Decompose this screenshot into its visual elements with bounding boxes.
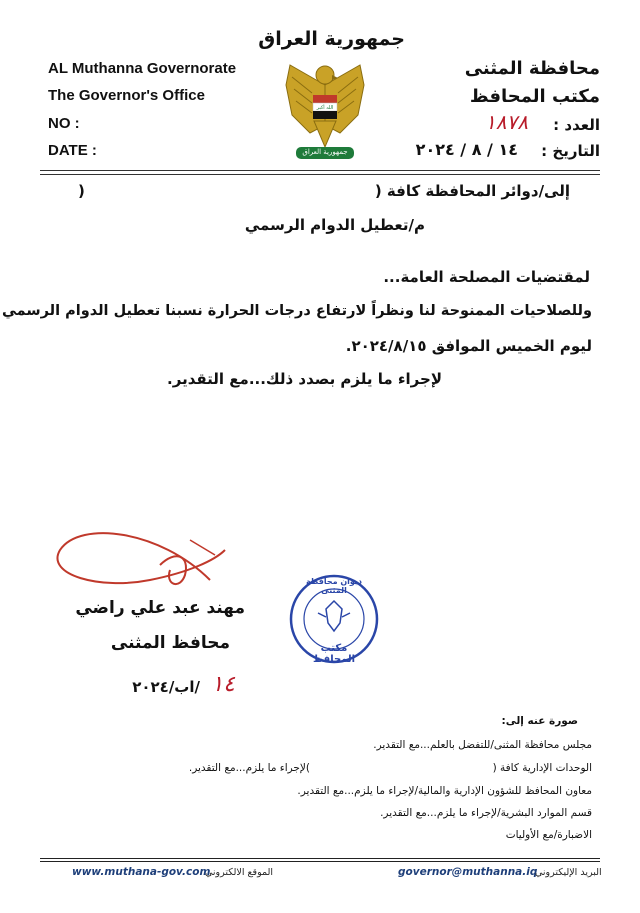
cc-heading: صورة عنه إلى: <box>501 715 578 727</box>
country-title: جمهورية العراق <box>258 28 405 50</box>
recipient-line: إلى/دوائر المحافظة كافة ( <box>374 182 570 200</box>
header-divider <box>40 170 600 175</box>
cc-item: قسم الموارد البشرية/لإجراء ما يلزم...مع التقدير. <box>380 807 592 819</box>
body-line-3: ليوم الخميس الموافق ٢٠٢٤/٨/١٥. <box>345 337 592 355</box>
handwritten-signature <box>40 520 240 610</box>
date-label-ar: التاريخ : <box>541 142 600 160</box>
subject-line: م/تعطيل الدوام الرسمي <box>244 216 425 234</box>
stamp-text-top: ديوان محافظة المثنى <box>305 577 363 595</box>
svg-text:الله أكبر: الله أكبر <box>316 105 334 111</box>
footer-website-label: الموقع الالكتروني <box>205 867 274 878</box>
cc-item: الاضبارة/مع الأوليات <box>505 829 592 841</box>
governorate-name-ar: محافظة المثنى <box>464 58 600 79</box>
cc-item: الوحدات الإدارية كافة ( <box>492 762 592 774</box>
cc-item: معاون المحافظ للشؤون الإدارية والمالية/لإجراء ما يلزم...مع التقدير. <box>297 785 592 797</box>
signatory-name: مهند عبد علي راضي <box>75 598 245 618</box>
cc-item: مجلس محافظة المثنى/للتفضل بالعلم...مع التقدير. <box>373 739 592 751</box>
signature-date-rest: /اب/٢٠٢٤ <box>132 678 200 696</box>
iraq-emblem <box>282 55 368 163</box>
number-label-ar: العدد : <box>553 116 600 134</box>
stamp-text-bottom: مكتب المحافظ <box>312 643 356 665</box>
footer-email[interactable]: governor@muthanna.iq <box>398 866 538 878</box>
governorate-name-en: AL Muthanna Governorate <box>48 60 237 77</box>
number-value: ١٨٧٨ <box>485 110 528 134</box>
number-label-en: NO : <box>48 115 80 132</box>
footer-website[interactable]: www.muthana-gov.com <box>72 866 211 878</box>
date-value: ١٤ / ٨ / ٢٠٢٤ <box>415 140 518 159</box>
body-line-1: لمقتضيات المصلحة العامة... <box>383 268 590 286</box>
body-line-4: لإجراء ما يلزم بصدد ذلك...مع التقدير. <box>167 370 442 388</box>
footer-email-label: البريد الإليكتروني <box>535 867 602 878</box>
office-name-ar: مكتب المحافظ <box>469 86 600 107</box>
emblem-banner-text: جمهورية العراق <box>302 148 348 156</box>
footer-divider-bottom <box>40 861 600 862</box>
footer-divider-top <box>40 858 600 859</box>
signatory-title: محافظ المثنى <box>110 633 230 653</box>
body-line-2: وللصلاحيات الممنوحة لنا ونظراً لارتفاع درجات الحرارة نسبنا تعطيل الدوام الرسمي <box>1 303 592 319</box>
official-stamp <box>288 573 380 665</box>
cc-side-note: )لإجراء ما يلزم...مع التقدير. <box>188 762 310 774</box>
office-name-en: The Governor's Office <box>48 87 205 104</box>
date-label-en: DATE : <box>48 142 97 159</box>
signature-date-day: ١٤ <box>211 672 235 697</box>
recipient-line-close: ) <box>78 182 85 200</box>
